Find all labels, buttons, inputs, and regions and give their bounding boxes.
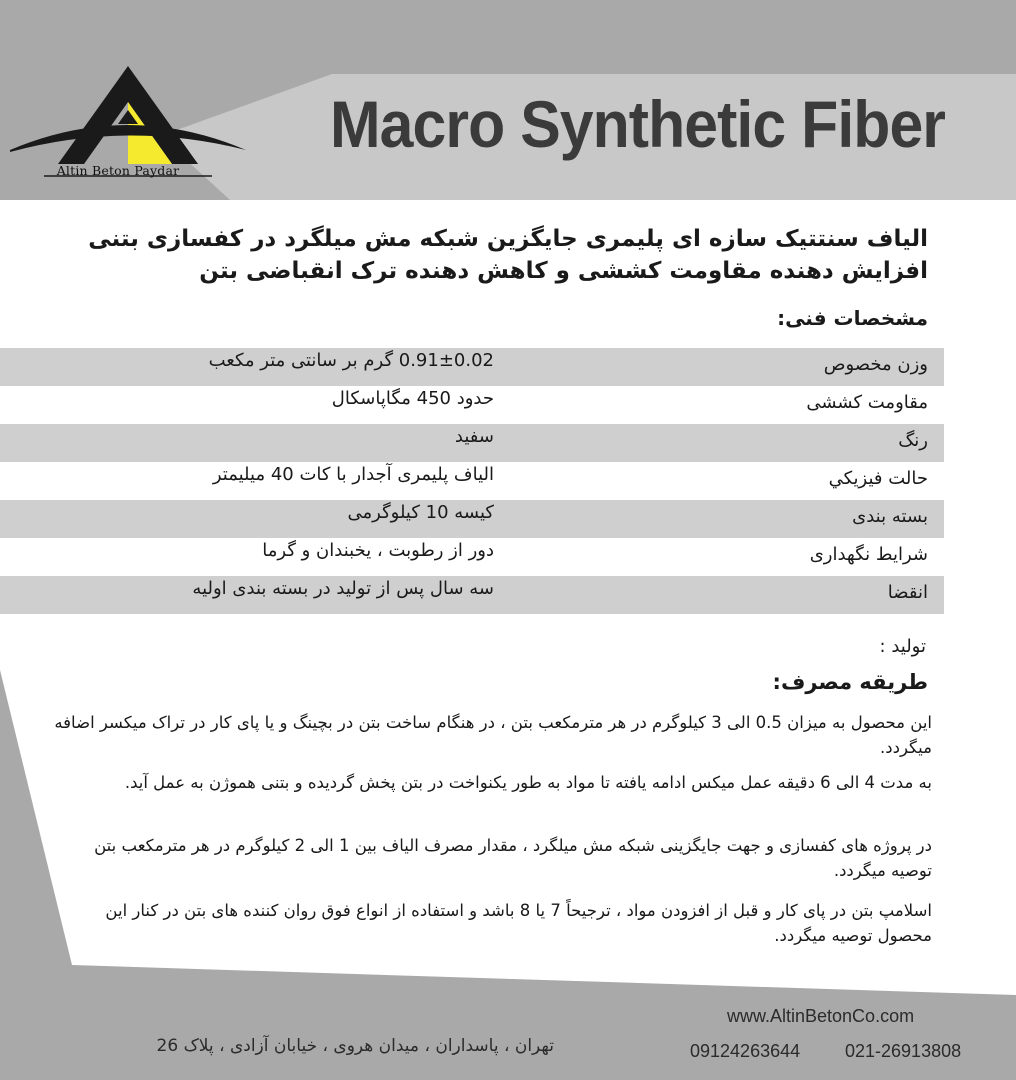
spec-row	[0, 538, 1016, 576]
phone-office: 021-26913808	[845, 1041, 962, 1061]
website-link[interactable]: www.AltinBetonCo.com	[727, 1006, 915, 1026]
spec-label: انقضا	[887, 582, 928, 603]
spec-label: وزن مخصوص	[823, 354, 928, 375]
usage-heading: طریقه مصرف:	[772, 670, 928, 694]
headline-line-1: الیاف سنتتیک سازه ای پلیمری جایگزین شبکه مش میلگرد در کفسازی بتنی	[88, 226, 928, 252]
spec-row	[0, 386, 1016, 424]
spec-value: حدود 450 مگاپاسکال	[331, 388, 494, 409]
spec-label: حالت فیزیکي	[828, 468, 928, 489]
spec-label: مقاومت کششی	[806, 392, 928, 413]
spec-row	[0, 348, 1016, 386]
spec-value: کیسه 10 کیلوگرمی	[347, 502, 494, 523]
spec-label: شرایط نگهداری	[809, 544, 928, 565]
spec-value: دور از رطوبت ، یخبندان و گرما	[262, 540, 494, 561]
spec-row	[0, 576, 1016, 614]
specs-heading: مشخصات فنی:	[777, 306, 928, 330]
product-title: Macro Synthetic Fiber	[330, 87, 946, 161]
spec-value: سفید	[454, 426, 494, 447]
usage-paragraph: اسلامپ بتن در پای کار و قبل از افزودن مواد ، ترجیحاً 7 یا 8 باشد و استفاده از انواع فوق روان کننده های بتن در کنار این محصول توصیه میگردد.	[105, 901, 932, 945]
spec-row	[0, 500, 1016, 538]
spec-row	[0, 424, 1016, 462]
spec-label: بسته بندی	[852, 506, 928, 527]
headline-line-2: افزایش دهنده مقاومت کششی و کاهش دهنده ترک انقباضی بتن	[199, 258, 928, 284]
spec-row	[0, 462, 1016, 500]
usage-paragraph: این محصول به میزان 0.5 الی 3 کیلوگرم در هر مترمکعب بتن ، در هنگام ساخت بتن در بچینگ و یا پای کار در تراک میکسر اضافه میگردد.	[54, 713, 932, 757]
usage-paragraph: به مدت 4 الی 6 دقیقه عمل میکس ادامه یافته تا مواد به طور یکنواخت در بتن پخش گردیده و بتنی هموژن به عمل آید.	[124, 773, 932, 792]
usage-paragraph: در پروژه های کفسازی و جهت جایگزینی شبکه مش میلگرد ، مقدار مصرف الیاف بین 1 الی 2 کیلوگرم در هر مترمکعب بتن توصیه میگردد.	[94, 836, 932, 880]
address: تهران ، پاسداران ، میدان هروی ، خیابان آزادی ، پلاک 26	[156, 1036, 554, 1056]
spec-label: رنگ	[898, 430, 928, 451]
produce-label: تولید :	[879, 636, 926, 657]
specs-table	[0, 348, 1016, 614]
spec-value: سه سال پس از تولید در بسته بندی اولیه	[192, 578, 494, 599]
spec-value: الیاف پلیمری آجدار با کات 40 میلیمتر	[212, 464, 494, 485]
spec-value: 0.91±0.02 گرم بر سانتی متر مکعب	[208, 350, 494, 371]
company-name: Altin Beton Paydar	[56, 163, 180, 178]
phone-mobile: 09124263644	[690, 1041, 801, 1061]
